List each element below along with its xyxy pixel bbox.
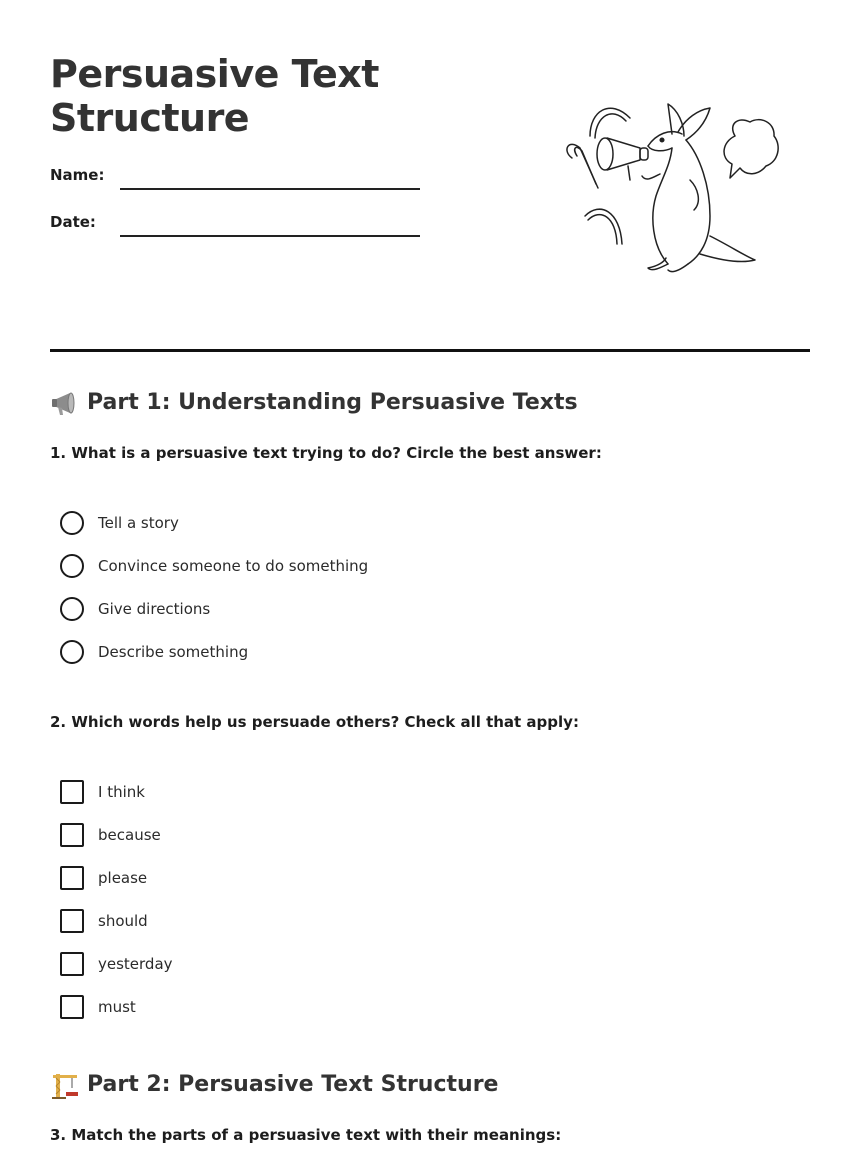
part1-title bbox=[50, 388, 578, 418]
q1-option-3[interactable] bbox=[60, 596, 210, 622]
option-label: must bbox=[98, 998, 136, 1016]
q2-option-6[interactable] bbox=[60, 994, 136, 1020]
worksheet-header bbox=[50, 52, 810, 292]
option-label: I think bbox=[98, 783, 145, 801]
option-label: please bbox=[98, 869, 148, 887]
header-divider bbox=[50, 349, 810, 352]
option-label: Give directions bbox=[98, 600, 211, 618]
kangaroo-megaphone-illustration bbox=[560, 96, 780, 286]
option-label: Convince someone to do something bbox=[98, 557, 369, 575]
question-1: 1. What is a persuasive text trying to do? Circle the best answer: bbox=[50, 444, 602, 462]
q2-option-3[interactable] bbox=[60, 865, 147, 891]
option-label: should bbox=[98, 912, 148, 930]
question-3: 3. Match the parts of a persuasive text with their meanings: bbox=[50, 1126, 562, 1144]
q2-option-1[interactable] bbox=[60, 779, 145, 805]
q2-option-2[interactable] bbox=[60, 822, 161, 848]
q2-option-4[interactable] bbox=[60, 908, 148, 934]
part1-title-text: Part 1: Understanding Persuasive Texts bbox=[87, 390, 578, 415]
option-label: Describe something bbox=[98, 643, 249, 661]
name-label: Name: bbox=[50, 166, 105, 184]
part2-title bbox=[50, 1070, 498, 1100]
worksheet-title: Persuasive Text Structure bbox=[50, 52, 379, 140]
q1-option-4[interactable] bbox=[60, 639, 248, 665]
q1-option-2[interactable] bbox=[60, 553, 368, 579]
date-line[interactable] bbox=[120, 235, 420, 237]
checkbox[interactable] bbox=[60, 909, 84, 933]
date-field bbox=[50, 213, 420, 243]
radio-button[interactable] bbox=[60, 640, 84, 664]
checkbox[interactable] bbox=[60, 823, 84, 847]
name-line[interactable] bbox=[120, 188, 420, 190]
radio-button[interactable] bbox=[60, 597, 84, 621]
option-label: because bbox=[98, 826, 161, 844]
option-label: yesterday bbox=[98, 955, 173, 973]
crane-icon bbox=[50, 1070, 80, 1100]
part2-title-text: Part 2: Persuasive Text Structure bbox=[87, 1072, 499, 1097]
checkbox[interactable] bbox=[60, 995, 84, 1019]
checkbox[interactable] bbox=[60, 866, 84, 890]
option-label: Tell a story bbox=[98, 514, 179, 532]
q2-option-5[interactable] bbox=[60, 951, 173, 977]
checkbox[interactable] bbox=[60, 952, 84, 976]
q1-option-1[interactable] bbox=[60, 510, 179, 536]
radio-button[interactable] bbox=[60, 554, 84, 578]
checkbox[interactable] bbox=[60, 780, 84, 804]
radio-button[interactable] bbox=[60, 511, 84, 535]
megaphone-icon bbox=[50, 388, 80, 418]
date-label: Date: bbox=[50, 213, 96, 231]
question-2: 2. Which words help us persuade others? Check all that apply: bbox=[50, 713, 579, 731]
name-field bbox=[50, 166, 420, 196]
